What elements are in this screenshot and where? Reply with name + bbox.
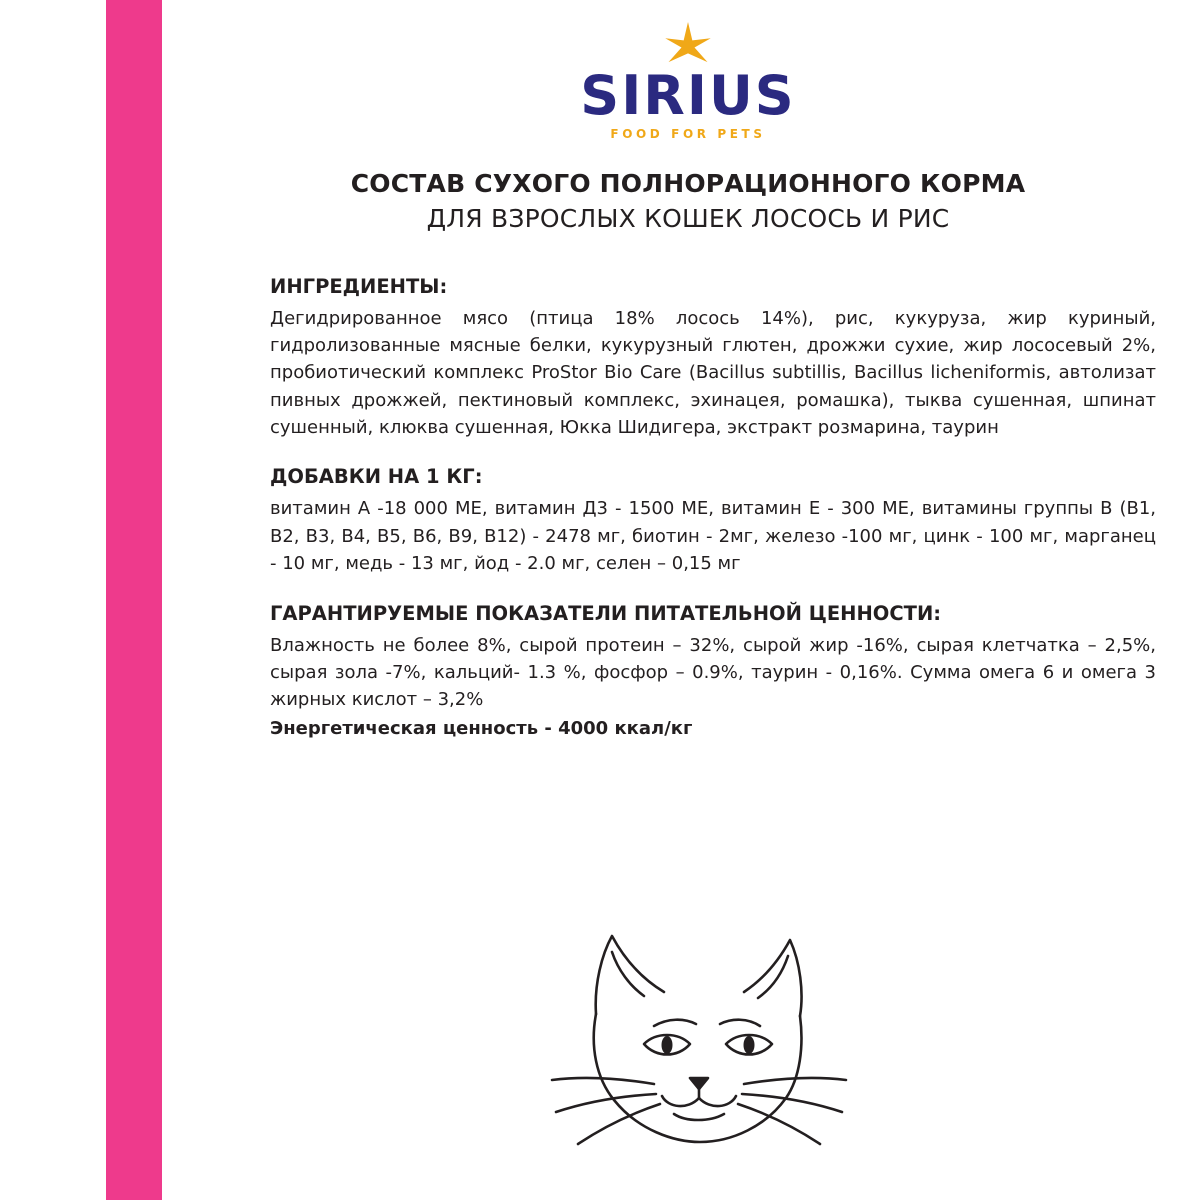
section-additives	[270, 465, 1156, 577]
title-line-1: СОСТАВ СУХОГО ПОЛНОРАЦИОННОГО КОРМА	[350, 168, 1026, 198]
title-line-2: ДЛЯ ВЗРОСЛЫХ КОШЕК ЛОСОСЬ И РИС	[426, 203, 950, 233]
section-heading: ИНГРЕДИЕНТЫ:	[270, 274, 448, 298]
section-heading: ДОБАВКИ НА 1 КГ:	[270, 465, 483, 489]
brand-name: SIRIUS	[580, 64, 796, 127]
brand-tagline: FOOD FOR PETS	[610, 126, 766, 141]
label-content	[176, 0, 1200, 1200]
section-body: Влажность не более 8%, сырой протеин – 32%, сырой жир -16%, сырая клетчатка – 2,5%, сырая зола -7%, кальций- 1.3 %, фосфор – 0.9%, таурин - 0,16%. Сумма омега 6 и омега 3 жирных кислот – 3,2%	[270, 634, 1156, 711]
page-title	[176, 169, 1200, 233]
cat-face-illustration	[478, 918, 898, 1168]
section-nutritional-values	[270, 602, 1156, 739]
cat-face-icon	[478, 918, 898, 1168]
section-ingredients	[270, 275, 1156, 442]
sections-container	[176, 275, 1200, 739]
left-margin	[0, 0, 120, 1200]
section-heading: ГАРАНТИРУЕМЫЕ ПОКАЗАТЕЛИ ПИТАТЕЛЬНОЙ ЦЕННОСТИ:	[270, 601, 942, 625]
brand-logo	[176, 0, 1200, 141]
energy-value: Энергетическая ценность - 4000 ккал/кг	[270, 717, 693, 739]
accent-stripe	[106, 0, 162, 1200]
section-body: витамин А -18 000 МЕ, витамин Д3 - 1500 МЕ, витамин Е - 300 МЕ, витамины группы В (В1, В2, В3, В4, В5, В6, В9, В12) - 2478 мг, биотин - 2мг, железо -100 мг, цинк - 100 мг, марганец - 10 мг, медь - 13 мг, йод - 2.0 мг, селен – 0,15 мг	[270, 498, 1156, 575]
section-body: Дегидрированное мясо (птица 18% лосось 14%), рис, кукуруза, жир куриный, гидролизованные мясные белки, кукурузный глютен, дрожжи сухие, жир лососевый 2%, пробиотический комплекс ProStor Bio Care (Bacillus subtillis, Bacillus licheniformis, автолизат пивных дрожжей, пектиновый комплекс, эхинацея, ромашка), тыква сушенная, шпинат сушенный, клюква сушенная, Юкка Шидигера, экстракт розмарина, таурин	[270, 307, 1156, 439]
stripe-gap	[162, 0, 176, 1200]
